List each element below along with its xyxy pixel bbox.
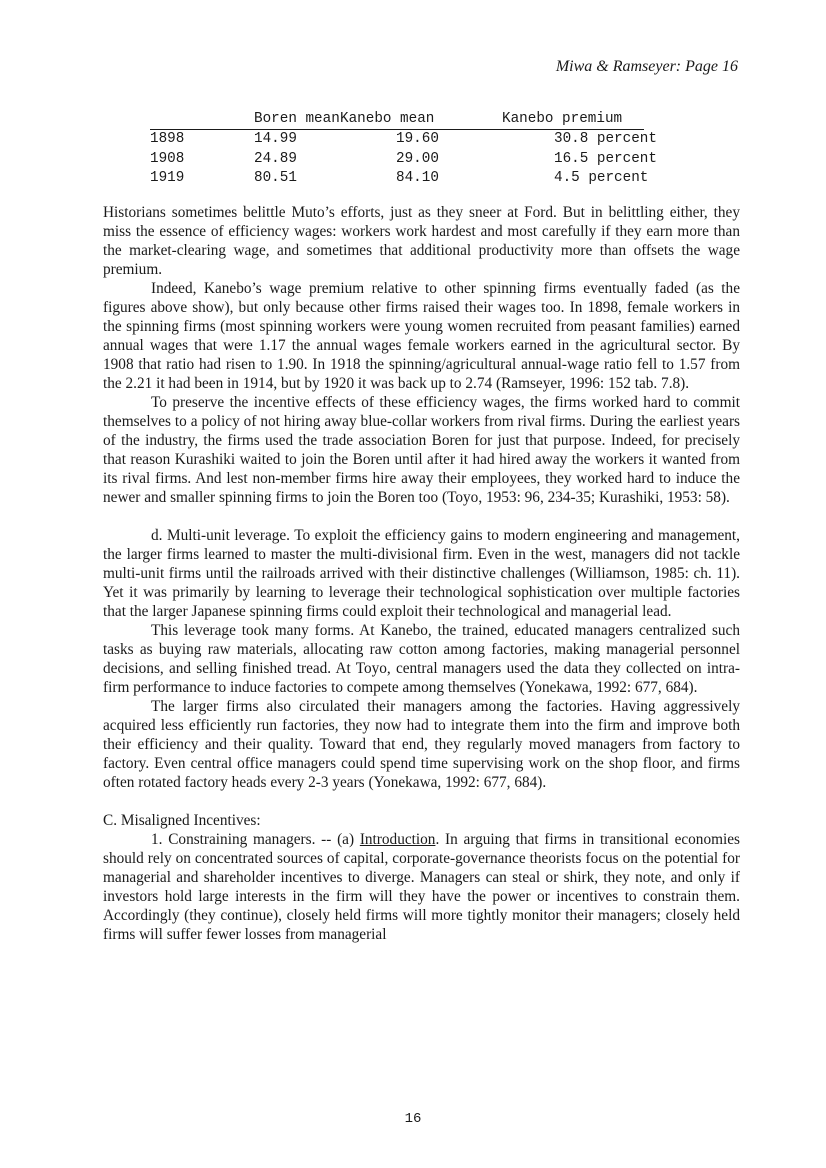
subsection-paragraph <box>103 830 740 944</box>
column-header: Kanebo mean <box>340 111 435 127</box>
section-heading: C. Misaligned Incentives: <box>103 812 261 829</box>
wage-table <box>150 110 657 189</box>
paragraph: To preserve the incentive effects of these efficiency wages, the firms worked hard to commit themselves to a policy of not hiring away blue-collar workers from rival firms. During the earliest years of the industry, the firms used the trade association Boren for just that purpose. Indeed, for precisely that reason Kurashiki waited to join the Boren until after it had hired away the workers it wanted from its rival firms. And lest non-member firms hire away their employees, they worked hard to induce the newer and smaller spinning firms to join the Boren too (Toyo, 1953: 96, 234-35; Kurashiki, 1953: 58). <box>103 394 740 506</box>
subsection-prefix: 1. Constraining managers. -- (a) <box>151 831 360 848</box>
premium-cell: 30.8 percent <box>554 131 657 147</box>
table-row <box>150 150 657 170</box>
year-cell: 1908 <box>150 150 185 167</box>
subsection-text: . In arguing that firms in transitional economies should rely on concentrated sources of capital, corporate-governance theorists focus on the potential for managerial and shareholder incentives to diverge. Managers can steal or shirk, they note, and only if investors hold large interests in the firm will they have the power or incentives to constrain them. Accordingly (they continue), closely held firms will more tightly monitor their managers; closely held firms will suffer fewer losses from managerial <box>103 831 740 943</box>
page-number: 16 <box>404 1111 422 1127</box>
year-cell: 1919 <box>150 170 185 186</box>
body-text <box>103 203 740 944</box>
premium-cell: 16.5 percent <box>554 150 657 167</box>
kanebo-cell: 19.60 <box>396 131 439 147</box>
running-header: Miwa & Ramseyer: Page 16 <box>555 58 738 75</box>
table-header-row <box>150 110 644 130</box>
premium-cell: 4.5 percent <box>554 170 649 186</box>
boren-cell: 24.89 <box>254 150 297 167</box>
year-cell: 1898 <box>150 131 185 147</box>
table-row <box>150 169 649 189</box>
boren-cell: 14.99 <box>254 131 297 147</box>
table-row <box>150 130 657 150</box>
paragraph: The larger firms also circulated their managers among the factories. Having aggressively acquired less efficiently run factories, they now had to integrate them into the firm and improve both their efficiency and their quality. Toward that end, they regularly moved managers from factory to factory. Even central office managers could spend time supervising work on the shop floor, and firms often rotated factory heads every 2-3 years (Yonekawa, 1992: 677, 684). <box>103 698 740 791</box>
paragraph: Indeed, Kanebo’s wage premium relative to other spinning firms eventually faded (as the figures above show), but only because other firms raised their wages too. In 1898, female workers in the spinning firms (most spinning workers were young women recruited from peasant families) earned annual wages that were 1.17 the annual wages female workers earned in the agricultural sector. By 1908 that ratio had risen to 1.90. In 1918 the spinning/agricultural annual-wage ratio fell to 1.57 from the 2.21 it had been in 1914, but by 1920 it was back up to 2.74 (Ramseyer, 1996: 152 tab. 7.8). <box>103 280 740 392</box>
paragraph: d. Multi-unit leverage. To exploit the efficiency gains to modern engineering and management, the larger firms learned to master the multi-divisional firm. Even in the west, managers did not tackle multi-unit firms until the railroads arrived with their distinctive challenges (Williamson, 1985: ch. 11). Yet it was primarily by learning to leverage their technological sophistication over multiple factories that the larger Japanese spinning firms could exploit their technological and managerial lead. <box>103 527 740 620</box>
kanebo-cell: 84.10 <box>396 170 439 186</box>
column-header: Kanebo premium <box>502 111 623 127</box>
paragraph: Historians sometimes belittle Muto’s efforts, just as they sneer at Ford. But in belittling either, they miss the essence of efficiency wages: workers work hardest and most carefully if they earn more than the market-clearing wage, and sometimes that additional productivity more than offsets the wage premium. <box>103 204 740 278</box>
boren-cell: 80.51 <box>254 170 297 186</box>
paragraph: This leverage took many forms. At Kanebo, the trained, educated managers centralized such tasks as buying raw materials, allocating raw cotton among factories, making managerial personnel decisions, and selling finished tread. At Toyo, central managers used the data they collected on intra-firm performance to induce factories to compete among themselves (Yonekawa, 1992: 677, 684). <box>103 622 740 696</box>
column-header: Boren mean <box>254 111 340 127</box>
subsection-title: Introduction <box>359 831 436 848</box>
kanebo-cell: 29.00 <box>396 150 439 167</box>
